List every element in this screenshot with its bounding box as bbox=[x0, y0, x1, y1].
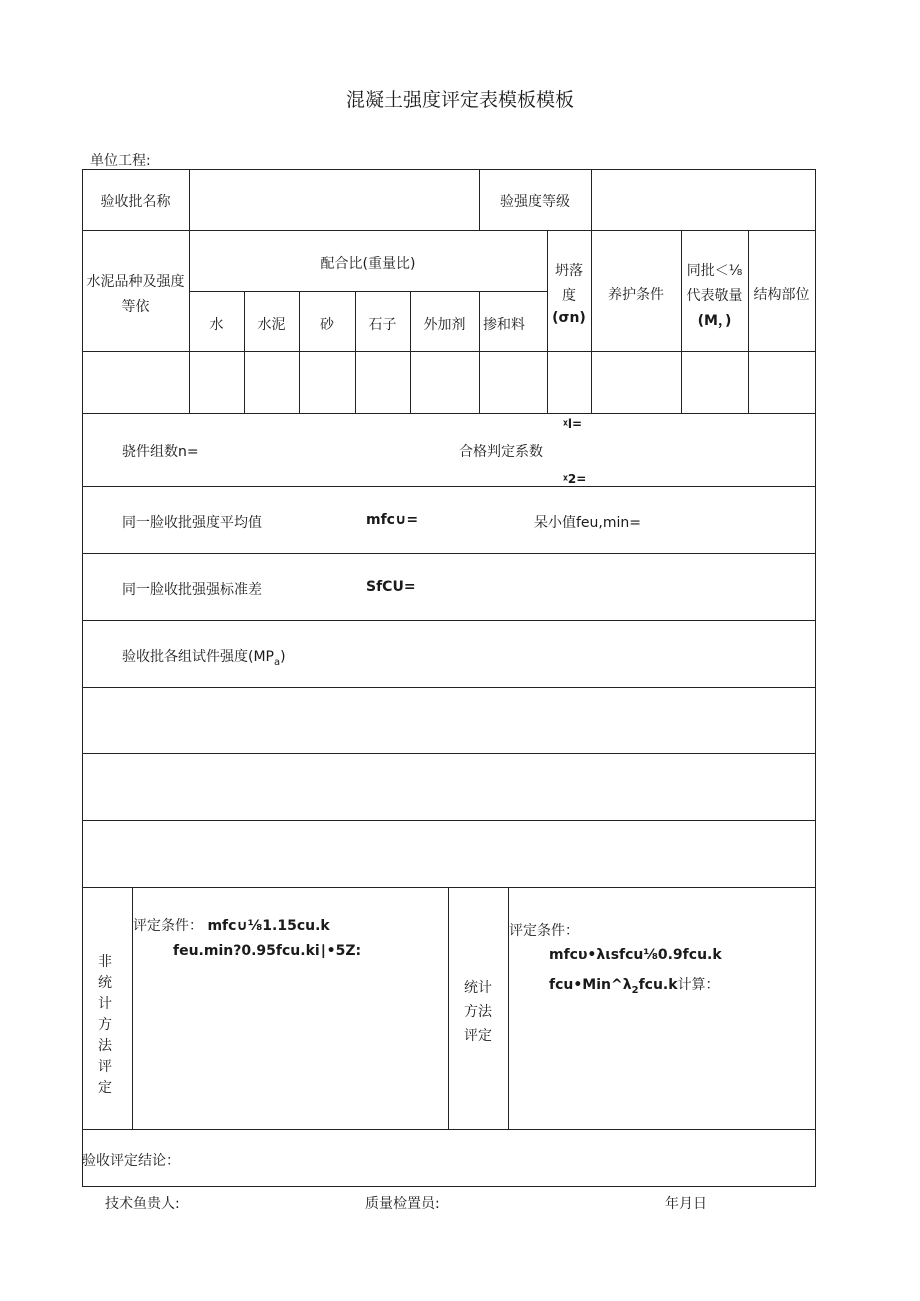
batch-std-expr: SfCU= bbox=[366, 579, 416, 595]
table-border-top bbox=[82, 169, 816, 170]
table-rule bbox=[748, 230, 749, 413]
unit-project-label: 单位工程: bbox=[90, 153, 151, 169]
table-rule bbox=[82, 351, 816, 352]
slump-label: 坍落 bbox=[555, 263, 583, 279]
col-stone: 石子 bbox=[368, 317, 397, 333]
non-statistical-method-label: 非统计方法评定 bbox=[98, 954, 112, 1096]
representative-quantity-label-2: 代表敬量 bbox=[686, 288, 743, 304]
quality-inspector-label: 质量检置员: bbox=[365, 1196, 440, 1212]
statistical-method-label: 统计 bbox=[464, 980, 492, 996]
table-rule bbox=[82, 1129, 816, 1130]
slump-label-2: 度 bbox=[562, 288, 576, 304]
table-rule bbox=[82, 230, 816, 231]
specimen-strength-label: 验收批各组试件强度$(MP_a)$ bbox=[122, 649, 286, 668]
statistical-formula-2: $fcu•Min\^{}\lambda_2fcu.k$计算： bbox=[549, 977, 720, 996]
table-rule bbox=[82, 486, 816, 487]
col-water: 水 bbox=[209, 317, 224, 333]
table-rule bbox=[82, 820, 816, 821]
non-statistical-formula: feu.min?0.95fcu.ki∣•5Z: bbox=[173, 943, 362, 959]
table-rule bbox=[82, 413, 816, 414]
statistical-conditions-label: 评定条件： bbox=[509, 923, 579, 939]
table-rule bbox=[410, 291, 411, 413]
mix-ratio-label: 配合比(重量比) bbox=[320, 256, 416, 272]
table-rule bbox=[244, 291, 245, 413]
col-cement: 水泥 bbox=[257, 317, 286, 333]
table-rule bbox=[591, 230, 592, 413]
table-rule bbox=[82, 887, 816, 888]
batch-mean-label: 同一脸收批强度平均值 bbox=[122, 515, 262, 531]
representative-quantity-unit: (M，) bbox=[697, 313, 732, 329]
qualification-coefficient-label: 合格判定系数 bbox=[459, 444, 543, 460]
non-statistical-conditions: 评定条件： mfc∪⅛1.15cu.k bbox=[133, 918, 330, 934]
conclusion-label: 验收评定结论： bbox=[82, 1153, 180, 1169]
table-rule bbox=[189, 291, 547, 292]
table-rule bbox=[355, 291, 356, 413]
table-border-left bbox=[82, 169, 83, 1187]
lambda2-label: ᵡ2= bbox=[563, 472, 587, 486]
table-rule bbox=[479, 291, 480, 413]
table-rule bbox=[82, 753, 816, 754]
specimen-groups-label: 骁件组数n= bbox=[122, 444, 199, 460]
cement-type-label-2: 等依 bbox=[121, 299, 150, 315]
table-rule bbox=[189, 169, 190, 231]
table-rule bbox=[299, 291, 300, 413]
batch-name-label: 验收批名称 bbox=[100, 194, 171, 210]
table-rule bbox=[82, 620, 816, 621]
min-value-label: 呆小值feu,min= bbox=[534, 515, 641, 531]
batch-std-label: 同一脸收批强强标准差 bbox=[122, 582, 262, 598]
slump-unit: (σn) bbox=[552, 310, 586, 326]
date-label: 年月日 bbox=[665, 1196, 707, 1212]
col-mineral-admixture: 掺和料 bbox=[483, 317, 525, 333]
table-border-right bbox=[815, 169, 816, 1187]
strength-grade-label: 验强度等级 bbox=[500, 194, 570, 210]
statistical-method-label-2: 方法 bbox=[464, 1004, 492, 1020]
cement-type-label: 水泥品种及强度 bbox=[86, 274, 185, 290]
table-rule bbox=[82, 553, 816, 554]
table-border-bottom bbox=[82, 1186, 816, 1187]
structure-location-label: 结构部位 bbox=[753, 287, 810, 303]
batch-mean-expr: mfc∪= bbox=[366, 512, 419, 528]
representative-quantity-label: 同批＜⅛ bbox=[686, 263, 743, 279]
page-title: 混凝土强度评定表模板模板 bbox=[345, 89, 574, 111]
technical-lead-label: 技术鱼贵人: bbox=[105, 1196, 180, 1212]
col-sand: 砂 bbox=[320, 317, 334, 333]
table-rule bbox=[82, 687, 816, 688]
statistical-method-label-3: 评定 bbox=[464, 1028, 492, 1044]
col-admixture: 外加剂 bbox=[423, 317, 466, 333]
statistical-formula-1: mfcυ•λιsfcu⅛0.9fcu.k bbox=[549, 947, 722, 963]
curing-conditions-label: 养护条件 bbox=[608, 287, 664, 303]
table-rule bbox=[591, 169, 592, 231]
lambda1-label: ᵡl= bbox=[563, 417, 583, 431]
